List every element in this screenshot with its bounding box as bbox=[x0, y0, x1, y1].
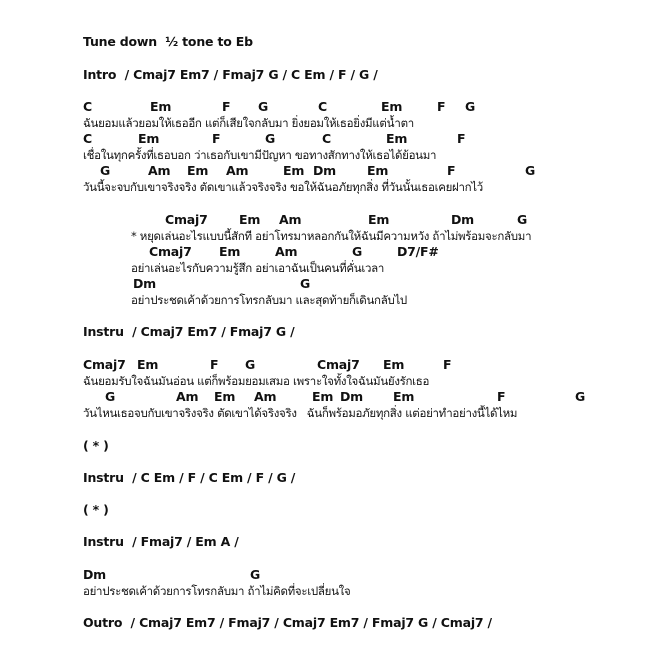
chord: Em bbox=[150, 99, 172, 114]
instru-line-3: Instru / Fmaj7 / Em A / bbox=[83, 534, 239, 549]
chord: D7/F# bbox=[397, 244, 439, 259]
instru-line-2: Instru / C Em / F / C Em / F / G / bbox=[83, 470, 296, 485]
verse2-lyric-2: วันไหนเธอจบกับเขาจริงจริง ตัดเขาได้จริงจริง ฉันก็พร้อมอภัยทุกสิ่ง แต่อย่าทำอย่างนี้ได้ไหม bbox=[83, 406, 518, 420]
chord: G bbox=[300, 276, 311, 291]
chord: Am bbox=[226, 163, 249, 178]
chord: Em bbox=[283, 163, 305, 178]
chord: G bbox=[265, 131, 276, 146]
chorus-lyric-2: อย่าเล่นอะไรกับความรู้สึก อย่าเอาฉันเป็นคนที่คั่นเวลา bbox=[131, 261, 385, 275]
verse1-lyric-3: วันนี้จะจบกับเขาจริงจริง ตัดเขาแล้วจริงจริง ขอให้ฉันอภัยทุกสิ่ง ที่วันนั้นเธอเคยฝากไว้ bbox=[83, 180, 483, 194]
repeat-chorus-2: ( * ) bbox=[83, 502, 109, 517]
chorus-chords-2 bbox=[0, 244, 600, 260]
verse1-chords-2 bbox=[0, 131, 600, 147]
chord: Am bbox=[279, 212, 302, 227]
chord: Em bbox=[386, 131, 408, 146]
chord: F bbox=[457, 131, 466, 146]
chord: G bbox=[105, 389, 116, 404]
chorus-lyric-1: * หยุดเล่นอะไรแบบนี้สักที อย่าโทรมาหลอกกันให้ฉันมีความหวัง ถ้าไม่พร้อมจะกลับมา bbox=[131, 229, 532, 243]
chord: Em bbox=[138, 131, 160, 146]
chord: Em bbox=[393, 389, 415, 404]
chord: C bbox=[83, 131, 92, 146]
chord: F bbox=[443, 357, 452, 372]
chorus-lyric-3: อย่าประชดเค้าด้วยการโทรกลับมา และสุดท้ายก็เดินกลับไป bbox=[131, 293, 407, 307]
verse1-lyric-2: เชื่อในทุกครั้งที่เธอบอก ว่าเธอกับเขามีปัญหา ขอทางสักทางให้เธอได้ย้อนมา bbox=[83, 148, 437, 162]
chord: F bbox=[497, 389, 506, 404]
chord: Am bbox=[275, 244, 298, 259]
chord: Em bbox=[214, 389, 236, 404]
chord: G bbox=[517, 212, 528, 227]
outro-line: Outro / Cmaj7 Em7 / Fmaj7 / Cmaj7 Em7 / Fmaj7 G / Cmaj7 / bbox=[83, 615, 492, 630]
chord: Dm bbox=[133, 276, 157, 291]
chord: Am bbox=[176, 389, 199, 404]
chord: Dm bbox=[451, 212, 475, 227]
tuning-note: Tune down ½ tone to Eb bbox=[83, 34, 253, 49]
chord: Am bbox=[254, 389, 277, 404]
chord: Em bbox=[381, 99, 403, 114]
chord: Em bbox=[219, 244, 241, 259]
chord: F bbox=[447, 163, 456, 178]
chord: C bbox=[322, 131, 331, 146]
verse1-lyric-1: ฉันยอมแล้วยอมให้เธออีก แต่ก็เสียใจกลับมา ยิ่งยอมให้เธอยิ่งมีแต่น้ำตา bbox=[83, 116, 414, 130]
chord: F bbox=[212, 131, 221, 146]
chord: G bbox=[100, 163, 111, 178]
chord: G bbox=[258, 99, 269, 114]
chord: Em bbox=[187, 163, 209, 178]
chord: G bbox=[525, 163, 536, 178]
chord: Dm bbox=[340, 389, 364, 404]
chord: Cmaj7 bbox=[165, 212, 208, 227]
ending-chords-1 bbox=[0, 567, 600, 583]
chord: F bbox=[437, 99, 446, 114]
chord: G bbox=[352, 244, 363, 259]
chorus-chords-1 bbox=[0, 212, 600, 228]
chord: Em bbox=[383, 357, 405, 372]
verse2-chords-1 bbox=[0, 357, 600, 373]
instru-line-1: Instru / Cmaj7 Em7 / Fmaj7 G / bbox=[83, 324, 295, 339]
chord: F bbox=[222, 99, 231, 114]
chord: F bbox=[210, 357, 219, 372]
chord: Em bbox=[368, 212, 390, 227]
chord: Em bbox=[137, 357, 159, 372]
chord: G bbox=[465, 99, 476, 114]
verse1-chords-1 bbox=[0, 99, 600, 115]
chord: Dm bbox=[313, 163, 337, 178]
chord: C bbox=[83, 99, 92, 114]
chord: Dm bbox=[83, 567, 107, 582]
chord: C bbox=[318, 99, 327, 114]
chord: Cmaj7 bbox=[149, 244, 192, 259]
repeat-chorus-1: ( * ) bbox=[83, 438, 109, 453]
chord: Am bbox=[148, 163, 171, 178]
chord: G bbox=[250, 567, 261, 582]
intro-line: Intro / Cmaj7 Em7 / Fmaj7 G / C Em / F / G / bbox=[83, 67, 378, 82]
chord: Cmaj7 bbox=[317, 357, 360, 372]
chorus-chords-3 bbox=[0, 276, 600, 292]
verse2-lyric-1: ฉันยอมรับใจฉันมันอ่อน แต่ก็พร้อมยอมเสมอ เพราะใจทั้งใจฉันมันยังรักเธอ bbox=[83, 374, 430, 388]
chord: G bbox=[575, 389, 586, 404]
ending-lyric-1: อย่าประชดเค้าด้วยการโทรกลับมา ถ้าไม่คิดที่จะเปลี่ยนใจ bbox=[83, 584, 351, 598]
verse2-chords-2 bbox=[0, 389, 600, 405]
chord: Cmaj7 bbox=[83, 357, 126, 372]
chord: Em bbox=[239, 212, 261, 227]
verse1-chords-3 bbox=[0, 163, 600, 179]
chord: Em bbox=[367, 163, 389, 178]
chord: G bbox=[245, 357, 256, 372]
chord: Em bbox=[312, 389, 334, 404]
